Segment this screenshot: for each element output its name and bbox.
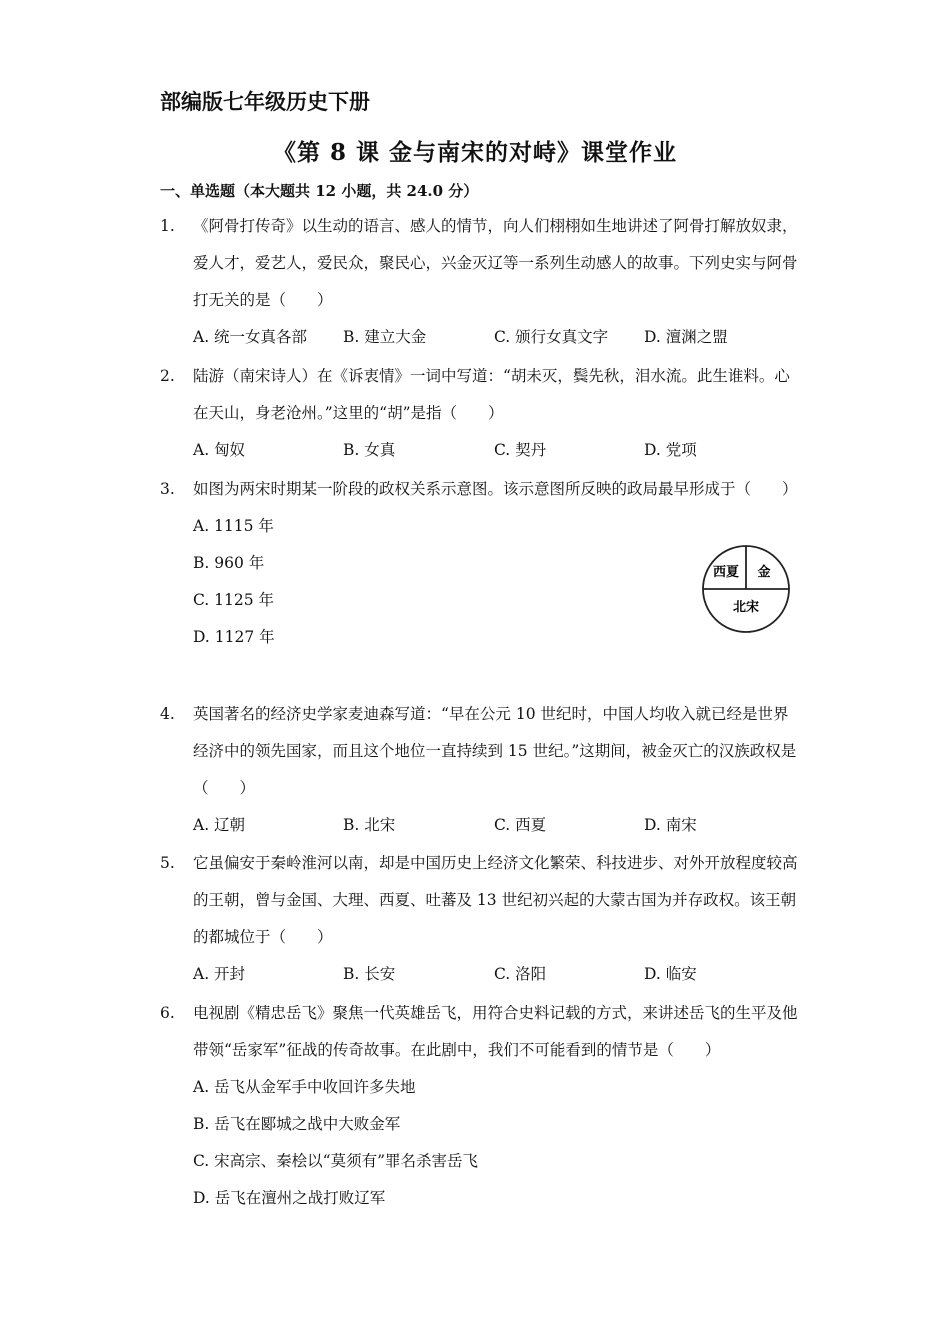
question-stem: 陆游（南宋诗人）在《诉衷情》一词中写道：“胡未灭，鬓先秋，泪水流。此生谁料。心在天山，身老沧州。”这里的“胡”是指（ ） xyxy=(193,367,790,422)
option-a[interactable]: A. 统一女真各部 xyxy=(193,328,308,346)
question-number: 2. xyxy=(160,367,175,385)
options-row xyxy=(193,319,800,356)
option-d[interactable]: D. 1127 年 xyxy=(193,628,275,646)
option-b[interactable]: B. 北宋 xyxy=(343,816,396,834)
option-d[interactable]: D. 澶渊之盟 xyxy=(644,328,728,346)
page-header: 部编版七年级历史下册 xyxy=(160,89,370,114)
option-d[interactable]: D. 临安 xyxy=(644,965,697,983)
option-a[interactable]: A. 1115 年 xyxy=(193,517,274,535)
question-1 xyxy=(160,217,800,356)
options-column xyxy=(160,1069,800,1217)
section-heading: 一、单选题（本大题共 12 小题，共 24.0 分） xyxy=(160,182,479,200)
question-stem: 电视剧《精忠岳飞》聚焦一代英雄岳飞，用符合史料记载的方式，来讲述岳飞的生平及他带领“岳家军”征战的传奇故事。在此剧中，我们不可能看到的情节是（ ） xyxy=(193,1004,798,1059)
question-4 xyxy=(160,705,800,844)
question-number: 1. xyxy=(160,217,175,235)
option-d[interactable]: D. 岳飞在澶州之战打败辽军 xyxy=(193,1189,386,1207)
option-c[interactable]: C. 1125 年 xyxy=(193,591,275,609)
option-b[interactable]: B. 女真 xyxy=(343,441,396,459)
option-c[interactable]: C. 宋高宗、秦桧以“莫须有”罪名杀害岳飞 xyxy=(193,1152,479,1170)
option-b[interactable]: B. 960 年 xyxy=(193,554,265,572)
document-title: 《第 8 课 金与南宋的对峙》课堂作业 xyxy=(272,139,678,166)
option-a[interactable]: A. 岳飞从金军手中收回许多失地 xyxy=(193,1078,416,1096)
diagram-label-jin: 金 xyxy=(757,565,771,580)
question-5 xyxy=(160,854,800,993)
options-row xyxy=(193,432,800,469)
option-b[interactable]: B. 长安 xyxy=(343,965,396,983)
option-c[interactable]: C. 契丹 xyxy=(494,441,547,459)
option-a[interactable]: A. 辽朝 xyxy=(193,816,246,834)
option-a[interactable]: A. 开封 xyxy=(193,965,246,983)
question-6 xyxy=(160,1004,800,1217)
option-b[interactable]: B. 建立大金 xyxy=(343,328,427,346)
regime-relationship-diagram xyxy=(700,543,792,635)
question-number: 5. xyxy=(160,854,175,872)
option-d[interactable]: D. 南宋 xyxy=(644,816,697,834)
question-stem: 英国著名的经济史学家麦迪森写道：“早在公元 10 世纪时，中国人均收入就已经是世界经济中的领先国家，而且这个地位一直持续到 15 世纪。”这期间，被金灭亡的汉族政权是（ ） xyxy=(193,705,797,797)
question-number: 4. xyxy=(160,705,175,723)
option-c[interactable]: C. 颁行女真文字 xyxy=(494,328,609,346)
question-number: 3. xyxy=(160,480,175,498)
option-b[interactable]: B. 岳飞在郾城之战中大败金军 xyxy=(193,1115,401,1133)
option-c[interactable]: C. 西夏 xyxy=(494,816,547,834)
question-2 xyxy=(160,367,800,469)
question-stem: 如图为两宋时期某一阶段的政权关系示意图。该示意图所反映的政局最早形成于（ ） xyxy=(193,480,798,498)
diagram-label-xixia: 西夏 xyxy=(712,565,740,580)
question-number: 6. xyxy=(160,1004,175,1022)
question-stem: 它虽偏安于秦岭淮河以南，却是中国历史上经济文化繁荣、科技进步、对外开放程度较高的王朝，曾与金国、大理、西夏、吐蕃及 13 世纪初兴起的大蒙古国为并存政权。该王朝的都城位于（ ） xyxy=(193,854,798,946)
question-stem: 《阿骨打传奇》以生动的语言、感人的情节，向人们栩栩如生地讲述了阿骨打解放奴隶，爱人才，爱艺人，爱民众，聚民心，兴金灭辽等一系列生动感人的故事。下列史实与阿骨打无关的是（ ） xyxy=(193,217,798,309)
option-d[interactable]: D. 党项 xyxy=(644,441,697,459)
options-row xyxy=(193,956,800,993)
option-a[interactable]: A. 匈奴 xyxy=(193,441,246,459)
options-row xyxy=(193,807,800,844)
diagram-label-beisong: 北宋 xyxy=(732,600,760,615)
option-c[interactable]: C. 洛阳 xyxy=(494,965,547,983)
